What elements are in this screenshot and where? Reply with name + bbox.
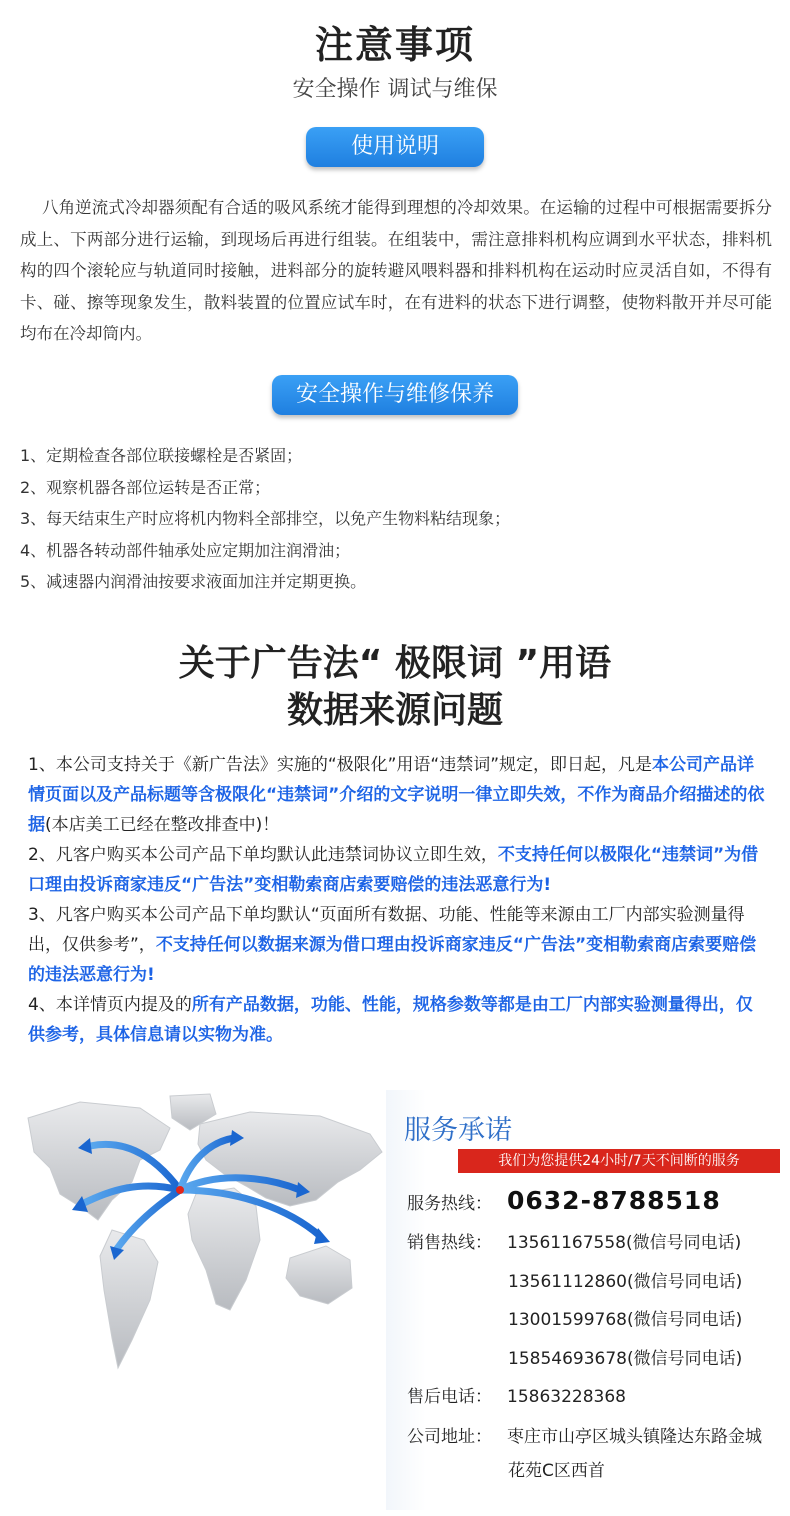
after-sales-row bbox=[407, 1382, 626, 1407]
service-panel bbox=[386, 1090, 790, 1510]
hotline-label: 服务热线： bbox=[407, 1194, 492, 1214]
law-title-line2: 数据来源问题 bbox=[286, 690, 503, 731]
notice-paragraph-3 bbox=[28, 900, 768, 990]
sales-number-1[interactable]: 13561167558(微信号同电话) bbox=[507, 1233, 742, 1253]
continent-south-america bbox=[100, 1230, 158, 1368]
notice-paragraph-2 bbox=[28, 840, 768, 900]
sales-number-4[interactable]: 15854693678(微信号同电话) bbox=[508, 1349, 743, 1369]
notice-text: 2、凡客户购买本公司产品下单均默认此违禁词协议立即生效， bbox=[28, 845, 498, 865]
notice-text: 1、本公司支持关于《新广告法》实施的“极限化”用语“违禁词”规定，即日起，凡是 bbox=[28, 755, 653, 775]
list-item: 4、机器各转动部件轴承处应定期加注润滑油； bbox=[20, 540, 351, 560]
sales-row bbox=[407, 1228, 741, 1253]
after-sales-number[interactable]: 15863228368 bbox=[507, 1387, 626, 1407]
notice-highlight: 不支持任何以极限化“违禁词”为借口理由投诉商家违反“广告法”变相勒索商店索要赔偿的违法恶意行为! bbox=[28, 845, 759, 895]
arrow-to-south bbox=[116, 1190, 180, 1250]
address-line-1: 枣庄市山亭区城头镇隆达东路金城 bbox=[507, 1427, 762, 1447]
world-map-icon bbox=[20, 1090, 390, 1510]
address-label: 公司地址： bbox=[407, 1427, 492, 1447]
service-title: 服务承诺 bbox=[404, 1115, 512, 1146]
continent-africa bbox=[188, 1188, 260, 1310]
notice-text: 4、本详情页内提及的 bbox=[28, 995, 192, 1015]
law-notice bbox=[28, 750, 768, 1050]
page-title: 注意事项 bbox=[314, 23, 475, 67]
usage-badge: 使用说明 bbox=[306, 127, 484, 167]
continent-australia bbox=[286, 1246, 352, 1304]
safety-badge: 安全操作与维修保养 bbox=[272, 375, 518, 415]
notice-text: (本店美工已经在整改排查中)！ bbox=[45, 815, 280, 835]
list-item: 1、定期检查各部位联接螺栓是否紧固； bbox=[20, 446, 303, 465]
address-line-2: 花苑C区西首 bbox=[508, 1461, 605, 1481]
sales-number-3[interactable]: 13001599768(微信号同电话) bbox=[508, 1310, 743, 1330]
law-title-line1: 关于广告法“ 极限词 ”用语 bbox=[178, 643, 612, 684]
notice-highlight: 所有产品数据，功能、性能，规格参数等都是由工厂内部实验测量得出，仅供参考，具体信息请以实物为准。 bbox=[28, 995, 753, 1045]
hotline-number[interactable]: 0632-8788518 bbox=[507, 1186, 721, 1215]
origin-dot bbox=[176, 1186, 184, 1194]
notice-paragraph-4 bbox=[28, 990, 768, 1050]
world-map-illustration bbox=[20, 1090, 390, 1510]
after-sales-label: 售后电话： bbox=[407, 1387, 492, 1407]
notice-highlight: 本公司产品详情页面以及产品标题等含极限化“违禁词”介绍的文字说明一律立即失效，不作为商品介绍描述的依据 bbox=[28, 755, 765, 835]
usage-paragraph: 八角逆流式冷却器须配有合适的吸风系统才能得到理想的冷却效果。在运输的过程中可根据需要拆分成上、下两部分进行运输，到现场后再进行组装。在组装中，需注意排料机构应调到水平状态，排料机构的四个滚轮应与轨道同时接触，进料部分的旋转避风喂料器和排料机构在运动时应灵活自如，不得有卡、碰、擦等现象发生，散料装置的位置应试车时，在有进料的状态下进行调整，使物料散开并尽可能均布在冷却筒内。 bbox=[20, 198, 772, 343]
list-item: 5、减速器内润滑油按要求液面加注并定期更换。 bbox=[20, 572, 367, 591]
list-item: 2、观察机器各部位运转是否正常； bbox=[20, 477, 271, 497]
sales-number-2[interactable]: 13561112860(微信号同电话) bbox=[508, 1272, 743, 1292]
law-title bbox=[0, 640, 790, 734]
address-row bbox=[407, 1422, 762, 1447]
notice-paragraph-1 bbox=[28, 750, 768, 840]
safety-list bbox=[20, 440, 772, 598]
page-subtitle: 安全操作 调试与维保 bbox=[292, 77, 498, 102]
notice-highlight: 不支持任何以数据来源为借口理由投诉商家违反“广告法”变相勒索商店索要赔偿的违法恶意行为! bbox=[28, 935, 757, 985]
service-banner: 我们为您提供24小时/7天不间断的服务 bbox=[458, 1149, 780, 1173]
hotline-row bbox=[407, 1186, 721, 1215]
sales-label: 销售热线： bbox=[407, 1233, 492, 1253]
notice-text: 3、凡客户购买本公司产品下单均默认“页面所有数据、功能、性能等来源由工厂内部实验测量得出，仅供参考”， bbox=[28, 905, 745, 955]
list-item: 3、每天结束生产时应将机内物料全部排空，以免产生物料粘结现象； bbox=[20, 509, 511, 528]
